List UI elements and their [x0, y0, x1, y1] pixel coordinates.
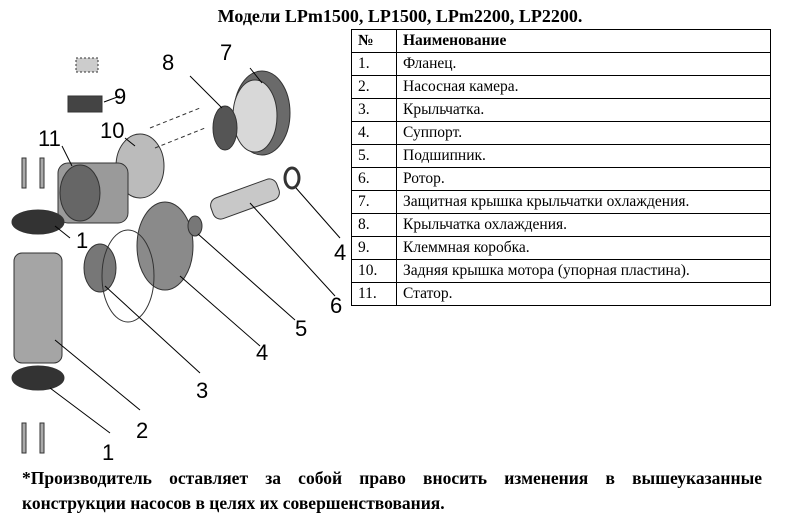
parts-table — [351, 29, 771, 306]
row-name: Клеммная коробка. — [397, 237, 771, 260]
page-title: Модели LPm1500, LP1500, LPm2200, LP2200. — [217, 6, 583, 26]
row-name: Ротор. — [397, 168, 771, 191]
table-row — [352, 76, 771, 99]
row-name: Фланец. — [397, 53, 771, 76]
row-name: Суппорт. — [397, 122, 771, 145]
row-name: Насосная камера. — [397, 76, 771, 99]
row-number: 1. — [352, 53, 397, 76]
table-row — [352, 122, 771, 145]
row-number: 6. — [352, 168, 397, 191]
exploded-pump-diagram — [0, 28, 350, 463]
table-row — [352, 260, 771, 283]
manufacturer-note: *Производитель оставляет за собой право вносить изменения в вышеуказанные конструкции насосов в целях их совершенствования. — [22, 468, 762, 513]
header-name: Наименование — [397, 30, 771, 53]
row-name: Крыльчатка охлаждения. — [397, 214, 771, 237]
row-number: 8. — [352, 214, 397, 237]
row-number: 7. — [352, 191, 397, 214]
diagram-parts — [12, 58, 299, 453]
callout-4-bearing: 4 — [334, 240, 347, 265]
row-name: Подшипник. — [397, 145, 771, 168]
callout-10: 10 — [100, 118, 125, 143]
table-row — [352, 191, 771, 214]
callout-7: 7 — [220, 40, 233, 65]
row-number: 9. — [352, 237, 397, 260]
header-num: № — [352, 30, 397, 53]
table-row — [352, 214, 771, 237]
row-number: 4. — [352, 122, 397, 145]
table-row — [352, 53, 771, 76]
row-name: Защитная крышка крыльчатки охлаждения. — [397, 191, 771, 214]
table-row — [352, 283, 771, 306]
table-row — [352, 145, 771, 168]
callout-9: 9 — [114, 84, 127, 109]
callout-8: 8 — [162, 50, 175, 75]
row-number: 2. — [352, 76, 397, 99]
table-row — [352, 168, 771, 191]
row-name: Крыльчатка. — [397, 99, 771, 122]
table-header-row — [352, 30, 771, 53]
callout-2: 2 — [136, 418, 149, 443]
row-name: Статор. — [397, 283, 771, 306]
callout-11: 11 — [38, 126, 61, 151]
callout-5: 5 — [295, 316, 308, 341]
row-number: 10. — [352, 260, 397, 283]
callout-4-support: 4 — [256, 340, 269, 365]
callout-6: 6 — [330, 293, 343, 318]
callout-3: 3 — [196, 378, 209, 403]
row-number: 11. — [352, 283, 397, 306]
table-row — [352, 99, 771, 122]
table-row — [352, 237, 771, 260]
row-name: Задняя крышка мотора (упорная пластина). — [397, 260, 771, 283]
row-number: 3. — [352, 99, 397, 122]
callout-1-lower: 1 — [102, 440, 115, 463]
row-number: 5. — [352, 145, 397, 168]
callout-1-upper: 1 — [76, 228, 89, 253]
